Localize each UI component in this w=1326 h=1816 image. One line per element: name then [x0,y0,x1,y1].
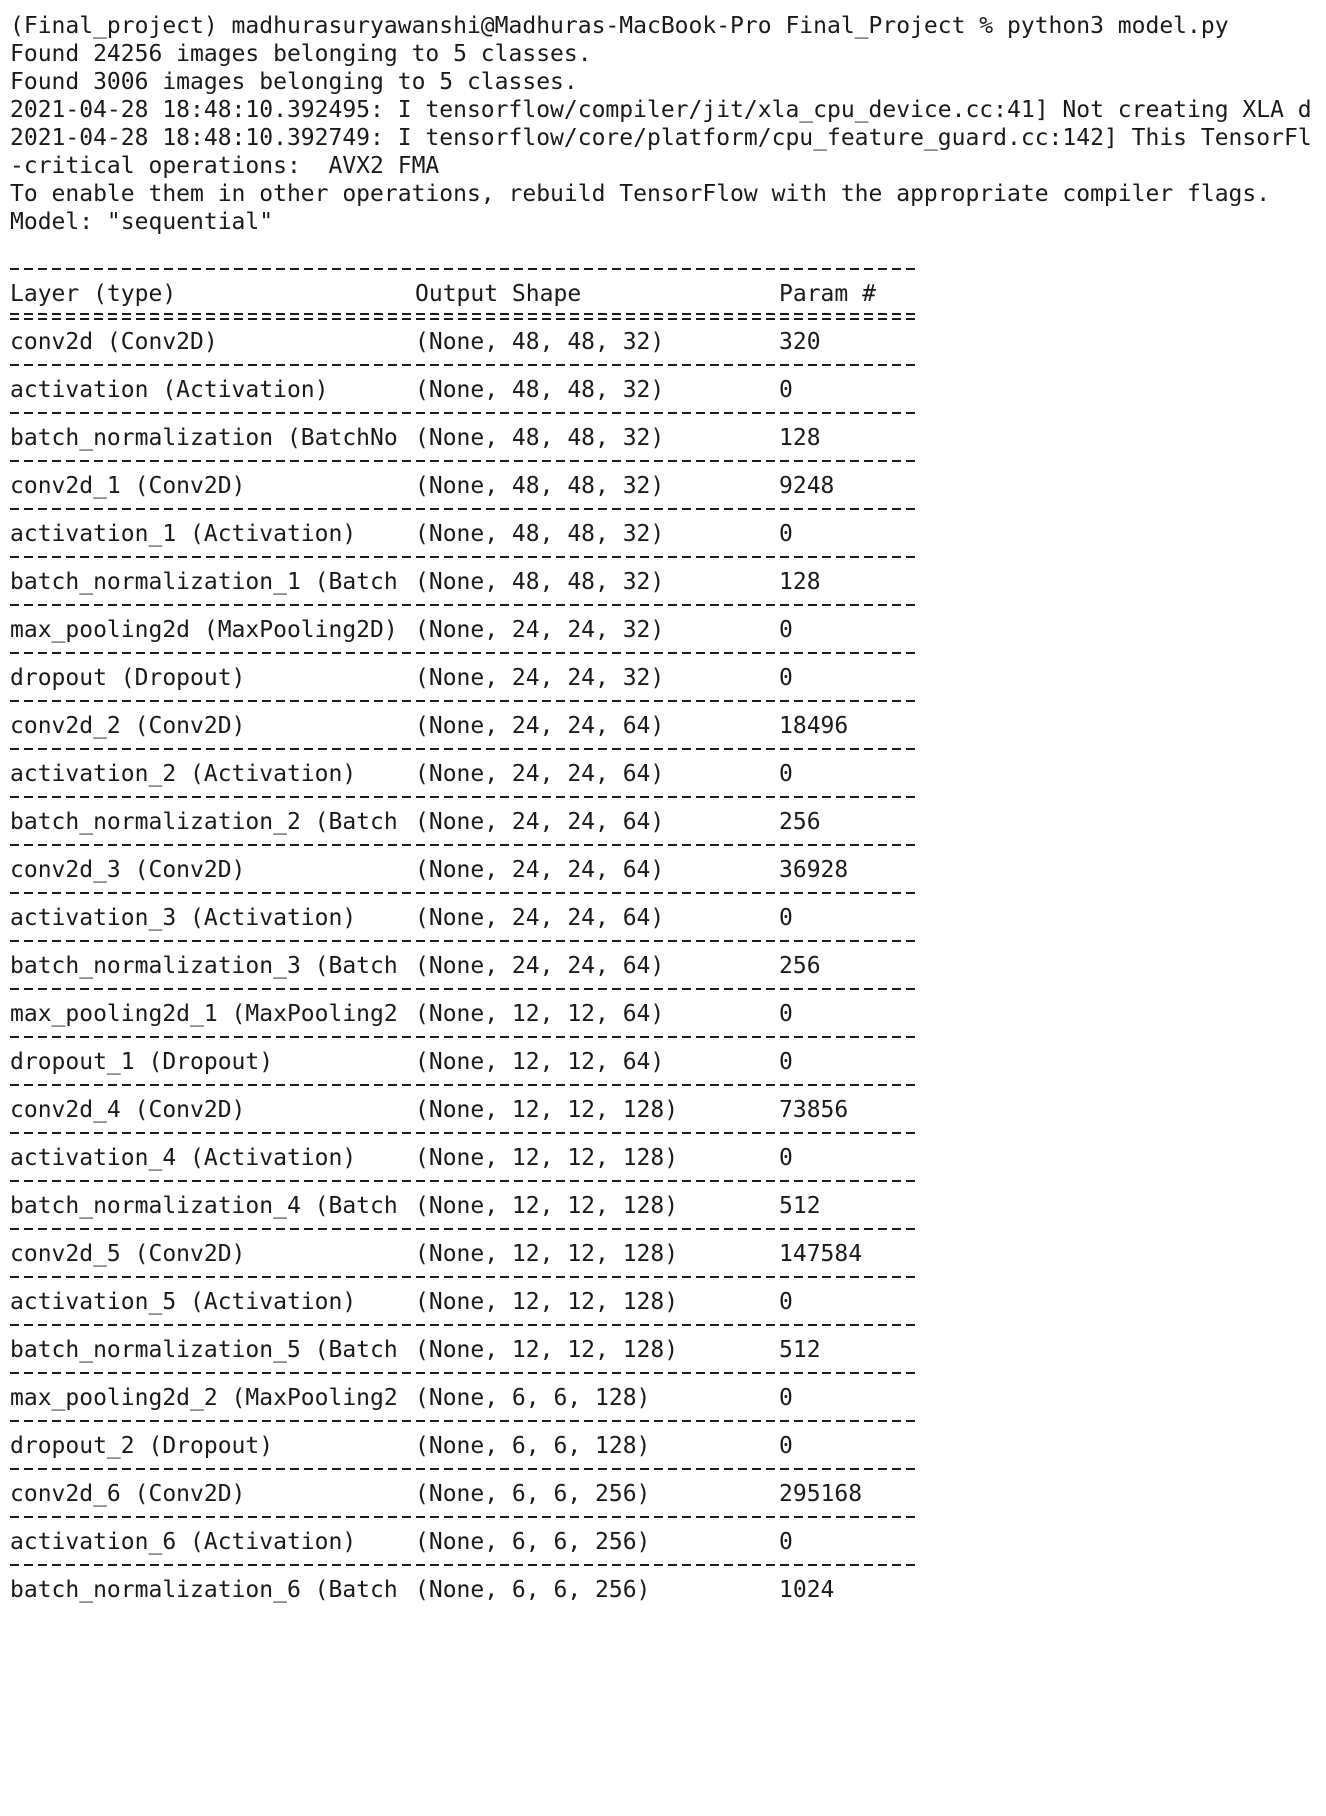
param-count: 18496 [779,713,849,739]
table-row [10,1000,1326,1028]
table-row [10,1480,1326,1508]
table-divider [10,408,920,418]
table-divider [10,1032,920,1042]
table-divider [10,1128,920,1138]
model-name-line: Model: "sequential" [10,209,274,235]
table-row [10,472,1326,500]
layer-name: max_pooling2d_2 (MaxPooling2 [10,1385,398,1411]
output-shape: (None, 12, 12, 128) [415,1241,679,1267]
output-shape: (None, 24, 24, 64) [415,761,665,787]
table-row [10,1192,1326,1220]
param-count: 0 [779,1289,793,1315]
table-row [10,808,1326,836]
param-count: 0 [779,1049,793,1075]
table-divider [10,264,920,274]
table-divider [10,744,920,754]
table-body [10,328,1326,1604]
param-count: 0 [779,665,793,691]
output-shape: (None, 24, 24, 64) [415,953,665,979]
table-row [10,1432,1326,1460]
table-divider [10,840,920,850]
table-row [10,1240,1326,1268]
param-count: 0 [779,761,793,787]
table-divider [10,1512,920,1522]
table-row [10,616,1326,644]
layer-name: conv2d_2 (Conv2D) [10,713,246,739]
output-shape: (None, 12, 12, 128) [415,1097,679,1123]
table-divider [10,1176,920,1186]
param-count: 0 [779,1529,793,1555]
layer-name: activation_4 (Activation) [10,1145,357,1171]
output-shape: (None, 6, 6, 128) [415,1433,651,1459]
layer-name: dropout_2 (Dropout) [10,1433,274,1459]
param-count: 0 [779,617,793,643]
layer-name: conv2d_1 (Conv2D) [10,473,246,499]
model-summary-table [10,264,1326,1604]
param-count: 0 [779,1433,793,1459]
table-row [10,760,1326,788]
layer-name: conv2d_3 (Conv2D) [10,857,246,883]
output-line: To enable them in other operations, rebuild TensorFlow with the appropriate compiler flags. [10,181,1271,207]
output-shape: (None, 48, 48, 32) [415,377,665,403]
param-count: 0 [779,521,793,547]
param-count: 1024 [779,1577,835,1603]
param-count: 320 [779,329,821,355]
table-row [10,1288,1326,1316]
table-row [10,1528,1326,1556]
table-divider [10,1080,920,1090]
layer-name: max_pooling2d (MaxPooling2D) [10,617,398,643]
table-divider [10,792,920,802]
output-shape: (None, 48, 48, 32) [415,425,665,451]
table-row [10,1576,1326,1604]
layer-name: conv2d (Conv2D) [10,329,218,355]
table-divider [10,1416,920,1426]
table-row [10,856,1326,884]
table-row [10,1384,1326,1412]
param-count: 9248 [779,473,835,499]
table-divider [10,888,920,898]
output-shape: (None, 48, 48, 32) [415,521,665,547]
table-row [10,376,1326,404]
layer-name: activation_6 (Activation) [10,1529,357,1555]
table-divider [10,456,920,466]
table-divider [10,1272,920,1282]
param-count: 295168 [779,1481,863,1507]
param-count: 256 [779,953,821,979]
table-divider [10,696,920,706]
param-count: 0 [779,377,793,403]
output-shape: (None, 6, 6, 256) [415,1481,651,1507]
output-shape: (None, 12, 12, 64) [415,1001,665,1027]
table-row [10,424,1326,452]
output-shape: (None, 12, 12, 128) [415,1289,679,1315]
layer-name: dropout (Dropout) [10,665,246,691]
layer-name: batch_normalization (BatchNo [10,425,398,451]
table-header-row [10,280,1326,308]
table-row [10,328,1326,356]
layer-name: dropout_1 (Dropout) [10,1049,274,1075]
table-header-divider [10,312,920,322]
table-row [10,904,1326,932]
header-layer: Layer (type) [10,281,177,307]
layer-name: conv2d_5 (Conv2D) [10,1241,246,1267]
output-shape: (None, 24, 24, 64) [415,905,665,931]
table-row [10,1336,1326,1364]
param-count: 512 [779,1337,821,1363]
table-divider [10,1464,920,1474]
output-shape: (None, 48, 48, 32) [415,329,665,355]
table-row [10,952,1326,980]
table-divider [10,1320,920,1330]
layer-name: activation_2 (Activation) [10,761,357,787]
log-line: -critical operations: AVX2 FMA [10,153,440,179]
output-shape: (None, 6, 6, 256) [415,1529,651,1555]
output-shape: (None, 24, 24, 64) [415,809,665,835]
table-divider [10,552,920,562]
layer-name: batch_normalization_4 (Batch [10,1193,398,1219]
layer-name: max_pooling2d_1 (MaxPooling2 [10,1001,398,1027]
header-param-count: Param # [779,281,876,307]
table-row [10,1048,1326,1076]
output-shape: (None, 24, 24, 64) [415,713,665,739]
table-divider [10,1368,920,1378]
layer-name: batch_normalization_6 (Batch [10,1577,398,1603]
layer-name: batch_normalization_1 (Batch [10,569,398,595]
output-shape: (None, 24, 24, 64) [415,857,665,883]
output-shape: (None, 48, 48, 32) [415,569,665,595]
table-divider [10,1560,920,1570]
layer-name: activation_1 (Activation) [10,521,357,547]
output-shape: (None, 48, 48, 32) [415,473,665,499]
table-row [10,664,1326,692]
layer-name: conv2d_4 (Conv2D) [10,1097,246,1123]
output-shape: (None, 12, 12, 64) [415,1049,665,1075]
layer-name: activation_3 (Activation) [10,905,357,931]
param-count: 512 [779,1193,821,1219]
param-count: 147584 [779,1241,863,1267]
table-divider [10,360,920,370]
table-divider [10,1224,920,1234]
layer-name: activation_5 (Activation) [10,1289,357,1315]
output-shape: (None, 12, 12, 128) [415,1337,679,1363]
output-line: Found 24256 images belonging to 5 classes. [10,41,592,67]
header-output-shape: Output Shape [415,281,582,307]
param-count: 128 [779,569,821,595]
table-row [10,1096,1326,1124]
output-shape: (None, 6, 6, 128) [415,1385,651,1411]
layer-name: batch_normalization_2 (Batch [10,809,398,835]
log-line: 2021-04-28 18:48:10.392495: I tensorflow/compiler/jit/xla_cpu_device.cc:41] Not creating XLA d [10,97,1312,123]
param-count: 0 [779,905,793,931]
table-row [10,520,1326,548]
layer-name: conv2d_6 (Conv2D) [10,1481,246,1507]
table-divider [10,984,920,994]
output-line: Found 3006 images belonging to 5 classes. [10,69,578,95]
table-divider [10,936,920,946]
output-shape: (None, 24, 24, 32) [415,665,665,691]
table-divider [10,504,920,514]
output-shape: (None, 6, 6, 256) [415,1577,651,1603]
output-shape: (None, 24, 24, 32) [415,617,665,643]
param-count: 128 [779,425,821,451]
command-prompt-line: (Final_project) madhurasuryawanshi@Madhuras-MacBook-Pro Final_Project % python3 model.py [10,13,1229,39]
table-divider [10,600,920,610]
param-count: 0 [779,1385,793,1411]
param-count: 256 [779,809,821,835]
terminal-output [10,12,1326,236]
table-row [10,1144,1326,1172]
param-count: 73856 [779,1097,849,1123]
layer-name: batch_normalization_3 (Batch [10,953,398,979]
param-count: 0 [779,1001,793,1027]
output-shape: (None, 12, 12, 128) [415,1145,679,1171]
param-count: 36928 [779,857,849,883]
layer-name: activation (Activation) [10,377,329,403]
table-row [10,568,1326,596]
output-shape: (None, 12, 12, 128) [415,1193,679,1219]
table-row [10,712,1326,740]
table-divider [10,648,920,658]
layer-name: batch_normalization_5 (Batch [10,1337,398,1363]
log-line: 2021-04-28 18:48:10.392749: I tensorflow/core/platform/cpu_feature_guard.cc:142] This TensorFl [10,125,1312,151]
param-count: 0 [779,1145,793,1171]
